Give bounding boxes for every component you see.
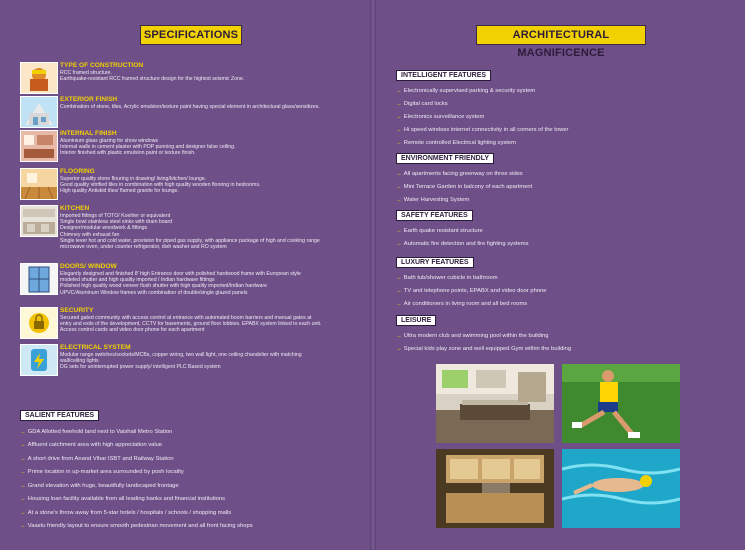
arrow-icon: → <box>396 140 402 146</box>
arrow-icon: → <box>396 184 402 190</box>
spec-title: TYPE OF CONSTRUCTION <box>60 62 144 69</box>
spec-title: INTERNAL FINISH <box>60 130 117 137</box>
kitchen-icon <box>20 205 58 237</box>
arrow-icon: → <box>396 171 402 177</box>
list-item: → Digital card locks <box>396 101 448 107</box>
spec-line: Chimney with exhaust fan <box>60 231 120 238</box>
arrow-icon: → <box>396 197 402 203</box>
arrow-icon: → <box>396 333 402 339</box>
arrow-icon: → <box>20 428 26 435</box>
salient-features <box>20 404 360 530</box>
arrow-icon: → <box>20 496 26 502</box>
leisure <box>396 309 726 353</box>
spec-line: Earthquake-resistant RCC framed structure design for the highest seismic Zone. <box>60 76 245 83</box>
spec-line: Access control cards and video door phone for each apartment <box>60 327 205 334</box>
arrow-icon: → <box>396 228 402 234</box>
spec-line: wall/ceiling lights <box>60 358 99 365</box>
list-item: → Remote controlled Electrical lighting system <box>396 140 516 146</box>
list-item: → Bath tub/shower cubicle in bathroom <box>396 275 498 281</box>
salient-features-heading: SALIENT FEATURES <box>20 410 99 421</box>
list-item: → A short drive from Anand Vihar ISBT and Railway Station <box>20 455 174 462</box>
spec-line: Designer/modular woodwork & fittings <box>60 225 148 232</box>
interior-icon <box>20 130 58 162</box>
arrow-icon: → <box>396 301 402 307</box>
spec-line: Elegantly designed and finished 8' high Entrance door with polished hardwood frame with European style <box>60 271 301 277</box>
safety-features <box>396 204 726 248</box>
spec-line: Polished high quality wood veneer flush shutter with high quality imported/Indian hardware <box>60 283 268 290</box>
group-heading: INTELLIGENT FEATURES <box>396 70 491 81</box>
list-item: → All apartments facing greenway on three sides <box>396 171 523 177</box>
spec-title: ELECTRICAL SYSTEM <box>60 344 131 351</box>
spec-line: microwave oven, under counter refrigerator, dish washer and RO system <box>60 244 227 251</box>
spec-line: Internal walls in cement plaster with POP punning and designer false ceiling. <box>60 144 236 151</box>
arrow-icon: → <box>20 482 26 489</box>
list-item: → Vaastu friendly layout to ensure smooth pedestrian movement and all front facing shops <box>20 523 253 529</box>
list-item: → Ultra modern club and swimming pool within the building <box>396 333 549 339</box>
spec-title: DOORS/ WINDOW <box>60 263 117 270</box>
list-item: → Electronically supervised parking & security system <box>396 88 536 94</box>
arrow-icon: → <box>20 509 26 516</box>
spec-line: Imported fittings of TOTO/ Koehler or equivalent <box>60 213 171 219</box>
list-item: → Electronics surveillance system <box>396 114 485 120</box>
spec-line: UPVC/Aluminum Window frames with combination of double/single glazed panels <box>60 289 248 296</box>
spec-title: EXTERIOR FINISH <box>60 96 118 103</box>
list-item: → Automatic fire detection and fire fighting systems <box>396 241 529 247</box>
electrical-icon <box>20 344 58 376</box>
spec-title: FLOORING <box>60 168 95 175</box>
list-item: → Affluent catchment area with high appreciation value <box>20 442 163 448</box>
arrow-icon: → <box>396 346 402 352</box>
group-heading: SAFETY FEATURES <box>396 210 473 221</box>
list-item: → GDA Allotted freehold land next to Vaishali Metro Station <box>20 428 173 435</box>
spec-title: SECURITY <box>60 307 94 314</box>
spec-line: Good quality vitrified tiles in combination with high quality wooden flooring in bedrooms. <box>60 182 261 189</box>
arrow-icon: → <box>396 114 402 120</box>
group-heading: ENVIRONMENT FRIENDLY <box>396 153 494 164</box>
list-item: → Earth quake resistant structure <box>396 228 483 234</box>
flooring-icon <box>20 168 58 200</box>
arrow-icon: → <box>20 455 26 462</box>
spec-line: Single lever hot and cold water, provision for piped gas supply, with appliance package of high and cooking range <box>60 237 320 244</box>
spec-line: RCC framed structure. <box>60 70 112 76</box>
kitchen-photo <box>436 364 554 443</box>
list-item: → Prime location in up-market area surrounded by posh locality <box>20 469 184 475</box>
swimmer-photo <box>562 449 680 528</box>
group-heading: LEISURE <box>396 315 436 326</box>
security-icon <box>20 307 58 339</box>
specifications-heading: SPECIFICATIONS <box>140 25 242 45</box>
architectural-heading: ARCHITECTURAL MAGNIFICENCE <box>476 25 646 45</box>
photo-grid <box>436 364 680 528</box>
spec-line: Modular range switches/sockets/MCBs, copper wiring, two wall light, one ceiling chandelier with matching <box>60 352 302 358</box>
architectural-page <box>376 0 745 550</box>
arrow-icon: → <box>20 523 26 529</box>
list-item: → TV and telephone points, EPABX and video door phone <box>396 288 547 294</box>
arrow-icon: → <box>396 127 402 133</box>
list-item: → Special kids play zone and well equipped Gym within the building <box>396 346 572 352</box>
arrow-icon: → <box>396 101 402 107</box>
spec-line: modeled shutter and high quality imported / Indian hardware fittings <box>60 277 215 284</box>
arrow-icon: → <box>20 469 26 475</box>
construction-icon <box>20 62 58 94</box>
spec-line: High quality Antiskid tiles/ flamed granite for lounge. <box>60 188 179 195</box>
spec-line: Single bowl stainless steel sinks with drain board <box>60 219 173 226</box>
list-item: → Grand elevation with huge, beautifully landscaped frontage <box>20 482 179 489</box>
runner-photo <box>562 364 680 443</box>
list-item: → Water Harvesting System <box>396 197 470 203</box>
arrow-icon: → <box>396 241 402 247</box>
specifications-page <box>0 0 370 550</box>
spec-title: KITCHEN <box>60 205 90 212</box>
spec-line: DG sets for uninterrupted power supply/ intelligent PLC Based system <box>60 364 221 371</box>
arrow-icon: → <box>396 88 402 94</box>
spec-line: Aluminium glass glazing for show windows <box>60 138 159 144</box>
arrow-icon: → <box>396 275 402 281</box>
group-heading: LUXURY FEATURES <box>396 257 474 268</box>
spec-line: Combination of stone, tiles, Acrylic emulsion/texture paint having special element in architectural glass/sensitizes. <box>60 104 320 110</box>
list-item: → At a stone's throw away from 5-star hotels / hospitals / schools / shopping malls <box>20 509 232 516</box>
spec-line: entry and exits of the development, CCTV for basements, ground floor lobbies. EPABX system linked to each unit. <box>60 321 322 328</box>
list-item: → Mini Terrace Garden in balcony of each apartment <box>396 184 533 190</box>
list-item: → Hi speed wireless internet connectivity in all corners of the tower <box>396 127 569 133</box>
arrow-icon: → <box>20 442 26 448</box>
list-item: → Air conditioners in living room and all bed rooms <box>396 301 528 307</box>
intelligent-features <box>396 64 726 147</box>
spec-line: Secured gated community with access control at entrance with automated boom barriers and manual gates at <box>60 315 312 321</box>
list-item: → Housing loan facility available from all leading banks and financial institutions <box>20 496 226 502</box>
arrow-icon: → <box>396 288 402 294</box>
environment-friendly <box>396 147 726 204</box>
building-exterior-icon <box>20 96 58 128</box>
spec-line: Interior finished with plastic emulsion paint or texture finish. <box>60 150 196 157</box>
cabinet-photo <box>436 449 554 528</box>
spec-line: Superior quality stone flouring in drawing/ living/kitchen/ lounge. <box>60 176 207 182</box>
luxury-features <box>396 251 726 308</box>
door-window-icon <box>20 263 58 295</box>
